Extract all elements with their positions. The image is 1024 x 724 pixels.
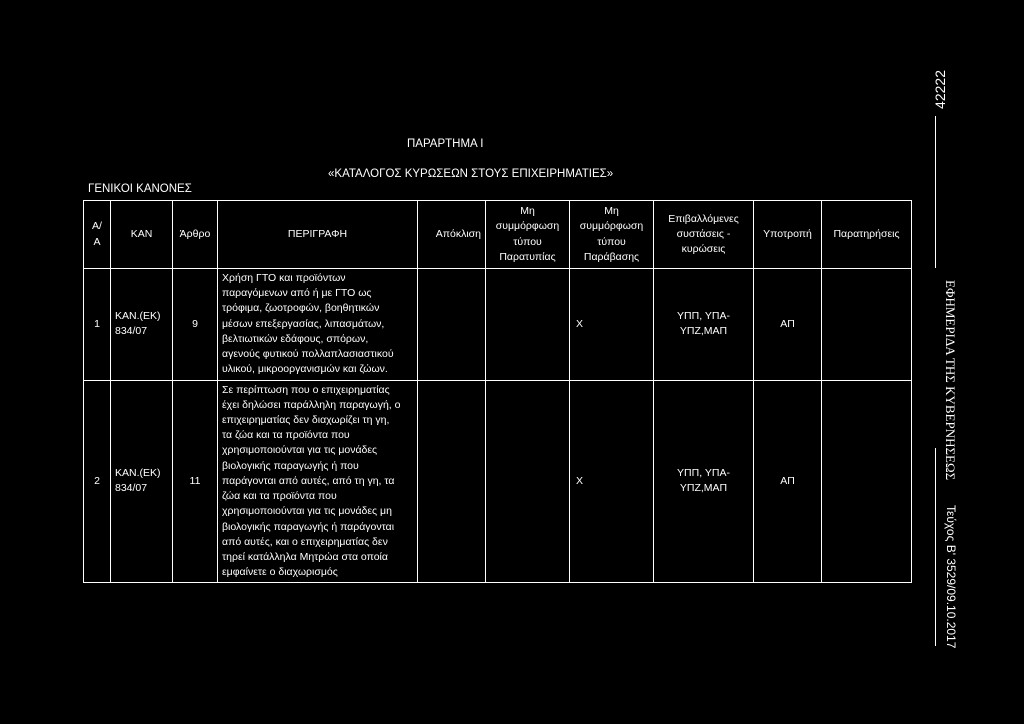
cell-description: Σε περίπτωση που ο επιχειρηματίας έχει δηλώσει παράλληλη παραγωγή, ο επιχειρηματίας δεν διαχωρίζει τη γη, τα ζώα και τα προϊόντα που χρησιμοποιούνται για τις μονάδες βιολογικής παραγωγής ή που παράγονται από αυτές, από τη γη, τα ζώα και τα προϊόντα που χρησιμοποιούνται για τις μονάδες μη βιολογικής παραγωγής ή παράγονται από αυτές, και ο επιχειρηματίας δεν τηρεί κατάλληλα Μητρώα στα οποία εμφαίνετε ο διαχωρισμός [218, 380, 418, 583]
col-header-article: Άρθρο [173, 201, 218, 269]
cell-deviation [418, 269, 486, 381]
annex-title: ΠΑΡΑΡΤΗΜΑ Ι [407, 138, 484, 150]
cell-sanctions: ΥΠΠ, ΥΠΑ- ΥΠΖ,ΜΑΠ [654, 269, 754, 381]
col-header-sanctions: Επιβαλλόμενες συστάσεις - κυρώσεις [654, 201, 754, 269]
col-header-aa: Α/ Α [84, 201, 111, 269]
table-row [84, 269, 912, 381]
header-row [84, 201, 912, 269]
col-header-kan: ΚΑΝ [111, 201, 173, 269]
cell-irregularity [486, 269, 570, 381]
cell-remarks [822, 269, 912, 381]
cell-violation: Χ [570, 380, 654, 583]
table-row [84, 380, 912, 583]
page-number: 42222 [932, 70, 948, 109]
col-header-violation: Μη συμμόρφωση τύπου Παράβασης [570, 201, 654, 269]
col-header-deviation: Απόκλιση [418, 201, 486, 269]
catalog-title: «ΚΑΤΑΛΟΓΟΣ ΚΥΡΩΣΕΩΝ ΣΤΟΥΣ ΕΠΙΧΕΙΡΗΜΑΤΙΕΣ» [328, 168, 614, 180]
sanctions-table [83, 200, 912, 583]
cell-kan: ΚΑΝ.(ΕΚ) 834/07 [111, 380, 173, 583]
cell-irregularity [486, 380, 570, 583]
cell-aa: 1 [84, 269, 111, 381]
cell-deviation [418, 380, 486, 583]
cell-remarks [822, 380, 912, 583]
section-title: ΓΕΝΙΚΟΙ ΚΑΝΟΝΕΣ [88, 183, 192, 195]
issue-reference: Τεύχος Β' 3529/09.10.2017 [944, 505, 958, 649]
cell-recurrence: ΑΠ [754, 380, 822, 583]
cell-recurrence: ΑΠ [754, 269, 822, 381]
cell-article: 11 [173, 380, 218, 583]
cell-kan: ΚΑΝ.(ΕΚ) 834/07 [111, 269, 173, 381]
cell-violation: Χ [570, 269, 654, 381]
cell-aa: 2 [84, 380, 111, 583]
cell-description: Χρήση ΓΤΟ και προϊόντων παραγόμενων από ή με ΓΤΟ ως τρόφιμα, ζωοτροφών, βοηθητικών μέσων επεξεργασίας, λιπασμάτων, βελτιωτικών εδάφους, σπόρων, αγενούς φυτικού πολλαπλασιαστικού υλικού, μικροοργανισμών και ζώων. [218, 269, 418, 381]
col-header-remarks: Παρατηρήσεις [822, 201, 912, 269]
cell-sanctions: ΥΠΠ, ΥΠΑ- ΥΠΖ,ΜΑΠ [654, 380, 754, 583]
gazette-name: ΕΦΗΜΕΡΙΔΑ ΤΗΣ ΚΥΒΕΡΝΗΣΕΩΣ [943, 280, 958, 481]
col-header-recurrence: Υποτροπή [754, 201, 822, 269]
col-header-description: ΠΕΡΙΓΡΑΦΗ [218, 201, 418, 269]
col-header-irregularity: Μη συμμόρφωση τύπου Παρατυπίας [486, 201, 570, 269]
cell-article: 9 [173, 269, 218, 381]
